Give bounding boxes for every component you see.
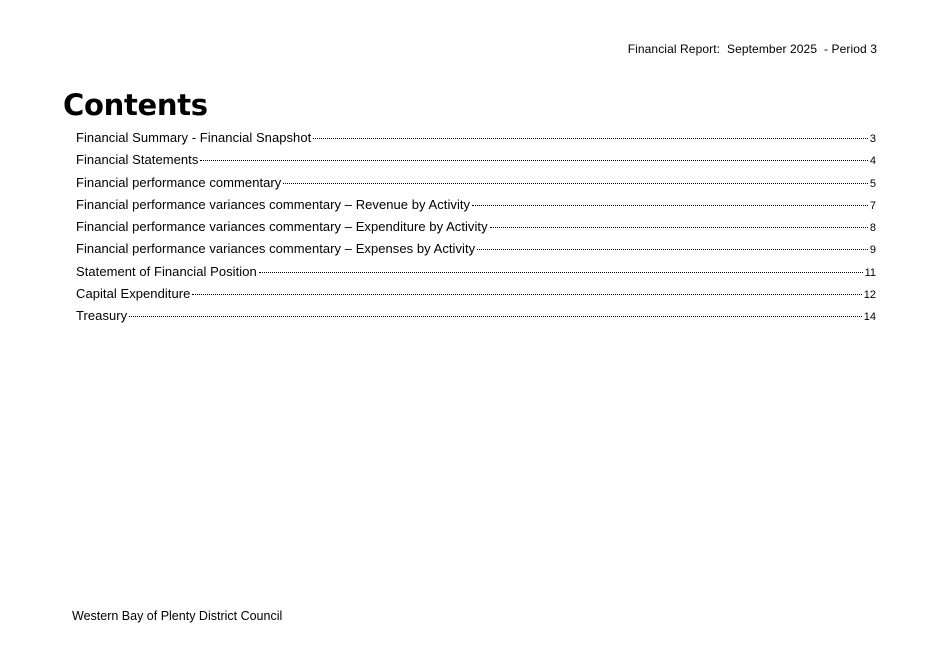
toc-page-number: 7	[869, 199, 876, 212]
toc-entry[interactable]	[76, 127, 876, 149]
toc-entry-label: Financial Summary - Financial Snapshot	[76, 130, 312, 145]
toc-entry[interactable]	[76, 283, 876, 305]
toc-entry[interactable]	[76, 305, 876, 327]
toc-dot-leader	[313, 138, 868, 139]
page-header: Financial Report: September 2025 - Period 3	[627, 42, 877, 56]
toc-entry[interactable]	[76, 216, 876, 238]
toc-entry[interactable]	[76, 172, 876, 194]
toc-page-number: 5	[869, 177, 876, 190]
toc-page-number: 4	[869, 155, 876, 168]
toc-page-number: 3	[869, 133, 876, 145]
toc-dot-leader	[490, 227, 868, 228]
toc-entry-label: Treasury	[76, 308, 128, 324]
toc-entry-label: Capital Expenditure	[76, 286, 191, 302]
toc-entry[interactable]	[76, 238, 876, 260]
toc-entry-label: Financial performance variances commentary – Expenditure by Activity	[76, 219, 488, 235]
toc-dot-leader	[129, 316, 862, 317]
toc-entry[interactable]	[76, 261, 876, 283]
toc-dot-leader	[200, 160, 867, 161]
toc-entry-label: Financial performance variances commentary – Revenue by Activity	[76, 196, 471, 212]
toc-dot-leader	[477, 249, 868, 250]
toc-entry-label: Statement of Financial Position	[76, 263, 257, 279]
table-of-contents	[76, 127, 876, 328]
toc-page-number: 14	[863, 311, 876, 324]
toc-dot-leader	[192, 294, 861, 295]
page-title: Contents	[63, 88, 208, 122]
toc-entry[interactable]	[76, 194, 876, 216]
toc-dot-leader	[472, 205, 868, 206]
toc-page-number: 8	[869, 222, 876, 235]
toc-dot-leader	[283, 183, 868, 184]
toc-entry[interactable]	[76, 149, 876, 171]
page-footer: Western Bay of Plenty District Council	[72, 609, 283, 623]
toc-entry-label: Financial performance commentary	[76, 174, 282, 190]
toc-page-number: 9	[869, 244, 876, 257]
toc-page-number: 12	[863, 289, 876, 302]
toc-entry-label: Financial performance variances commentary – Expenses by Activity	[76, 241, 476, 257]
toc-page-number: 11	[864, 266, 876, 279]
toc-dot-leader	[259, 272, 863, 273]
toc-entry-label: Financial Statements	[76, 152, 199, 168]
